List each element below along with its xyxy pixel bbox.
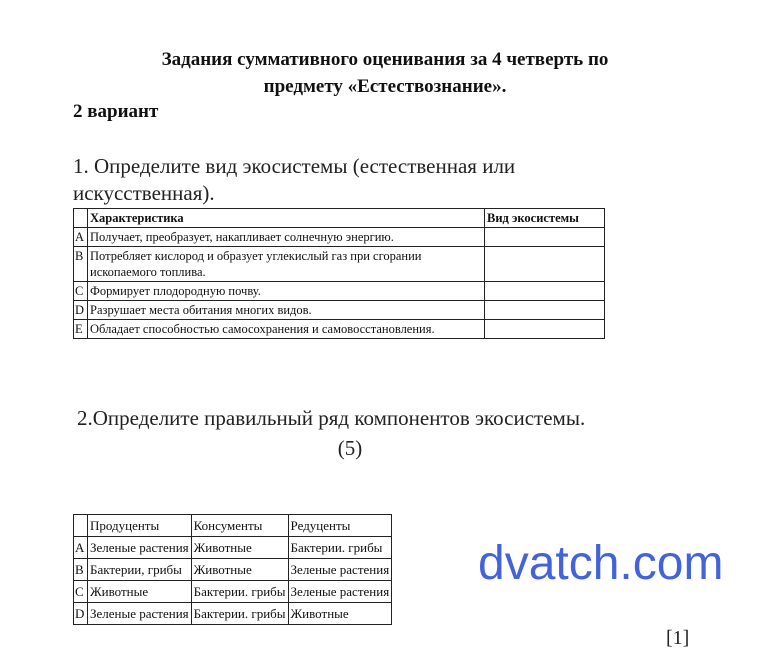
header-ecosystem-type: Вид экосистемы — [485, 209, 605, 228]
ecosystem-type-table — [73, 208, 605, 339]
table-row[interactable] — [74, 559, 392, 581]
row-cell: Бактерии, грибы — [88, 559, 192, 581]
row-answer-cell[interactable] — [485, 301, 605, 320]
row-characteristic: Получает, преобразует, накапливает солнечную энергию. — [88, 228, 485, 247]
row-letter: D — [74, 301, 88, 320]
variant-label: 2 вариант — [73, 101, 159, 122]
row-answer-cell[interactable] — [485, 228, 605, 247]
table-row — [74, 320, 605, 339]
row-cell: Зеленые растения — [288, 581, 392, 603]
page-title — [60, 46, 710, 100]
row-letter: C — [74, 282, 88, 301]
row-letter: B — [74, 247, 88, 282]
task2-final-score: [1] — [666, 627, 690, 649]
row-cell: Животные — [191, 559, 288, 581]
header-decomposers: Редуценты — [288, 515, 392, 537]
header-letter-cell — [74, 209, 88, 228]
row-characteristic: Потребляет кислород и образует углекислый газ при сгорании ископаемого топлива. — [88, 247, 485, 282]
task2-score: (5) — [337, 436, 363, 460]
header-producers: Продуценты — [88, 515, 192, 537]
table-row — [74, 301, 605, 320]
table-row — [74, 282, 605, 301]
ecosystem-components-table — [73, 514, 392, 625]
task2-question: 2.Определите правильный ряд компонентов экосистемы. — [77, 406, 586, 430]
row-letter: D — [74, 603, 88, 625]
table-row[interactable] — [74, 603, 392, 625]
watermark: dvatch.com — [478, 537, 724, 590]
row-characteristic: Формирует плодородную почву. — [88, 282, 485, 301]
row-cell: Зеленые растения — [288, 559, 392, 581]
task1-question-line-2: искусственная). — [73, 181, 215, 205]
row-letter: A — [74, 228, 88, 247]
row-letter: E — [74, 320, 88, 339]
row-characteristic: Разрушает места обитания многих видов. — [88, 301, 485, 320]
header-letter-cell — [74, 515, 88, 537]
row-cell: Бактерии. грибы — [191, 581, 288, 603]
row-cell: Зеленые растения — [88, 537, 192, 559]
header-consumers: Консументы — [191, 515, 288, 537]
row-characteristic: Обладает способностью самосохранения и самовосстановления. — [88, 320, 485, 339]
table-row — [74, 228, 605, 247]
row-letter: B — [74, 559, 88, 581]
row-letter: A — [74, 537, 88, 559]
row-answer-cell[interactable] — [485, 282, 605, 301]
table-header-row — [74, 515, 392, 537]
title-line-1: Задания суммативного оценивания за 4 четверть по — [161, 49, 609, 70]
row-cell: Бактерии. грибы — [288, 537, 392, 559]
task1-question — [73, 153, 633, 207]
row-answer-cell[interactable] — [485, 247, 605, 282]
table-row[interactable] — [74, 581, 392, 603]
header-characteristic: Характеристика — [88, 209, 485, 228]
task1-question-line-1: 1. Определите вид экосистемы (естественная или — [73, 154, 516, 178]
title-line-2: предмету «Естествознание». — [263, 76, 507, 97]
row-cell: Бактерии. грибы — [191, 603, 288, 625]
row-cell: Зеленые растения — [88, 603, 192, 625]
table-row[interactable] — [74, 537, 392, 559]
row-letter: C — [74, 581, 88, 603]
table-header-row — [74, 209, 605, 228]
row-cell: Животные — [191, 537, 288, 559]
row-cell: Животные — [88, 581, 192, 603]
table-row — [74, 247, 605, 282]
row-answer-cell[interactable] — [485, 320, 605, 339]
row-cell: Животные — [288, 603, 392, 625]
